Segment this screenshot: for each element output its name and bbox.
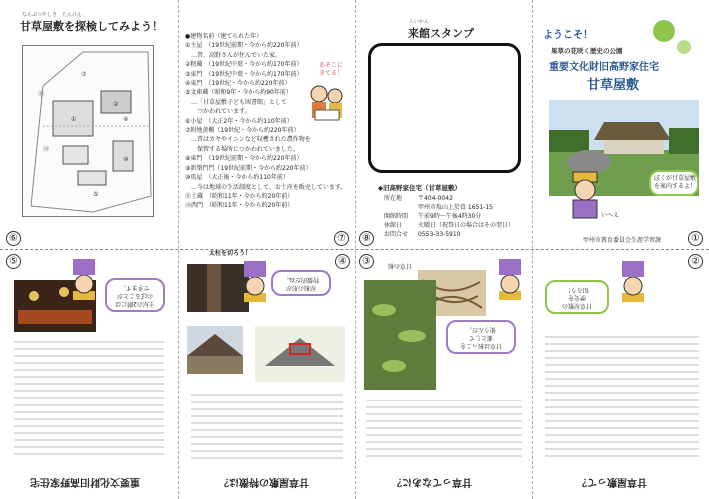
info-row [384, 203, 514, 212]
page-number: ④ [335, 254, 350, 269]
page-number: ⑥ [6, 231, 21, 246]
page-number: ⑦ [334, 231, 349, 246]
character-name: いへえ [601, 212, 620, 219]
bubble: 甘草屋敷の 歴史を 知ろう！ [545, 280, 609, 314]
building-list-item: ⑩馬屋 （大正後・今から約110年前） [185, 174, 289, 182]
bottom-title: 甘草ってなあに？ [392, 476, 472, 487]
site-map [22, 45, 154, 217]
root-label: 甘草の根 [388, 262, 413, 269]
info-value: 火曜日（祝祭日の場合はその翌日） [418, 222, 515, 229]
panel-building-list [179, 0, 355, 249]
building-list-item: …「甘草屋敷子ども図書館」として [185, 98, 288, 106]
info-value: 甲州市塩山上於曽 1651-15 [418, 204, 493, 211]
info-key: お問合せ [384, 231, 409, 238]
panel-map [0, 0, 178, 249]
svg-text:⑤: ⑤ [93, 191, 99, 198]
building-list-item: ②籾蔵 （19世紀中葉・今から約170年前） [185, 61, 303, 69]
panel-bottom-2 [533, 250, 709, 499]
cover-subtitle: 果草の花咲く歴史の公園 [551, 47, 623, 55]
info-row [384, 230, 514, 239]
building-list-item: …今は地域の生活制度として、お土産を販売しています。 [185, 183, 347, 191]
building-list-item: ⑦附地黄棚（19世紀・今から約220年前） [185, 127, 300, 135]
stamp-box [368, 43, 521, 173]
bottom-title: 甘草屋敷って？ [577, 476, 647, 487]
building-list-item: ⑥小屋 （大正2年・今から約110年前） [185, 117, 293, 125]
info-row [384, 212, 514, 221]
green-circle [677, 40, 691, 54]
page-number: ② [688, 254, 703, 269]
building-list-item: つかわれています。 [185, 108, 251, 116]
body-text-lines [545, 336, 699, 462]
building-list-item: ⑤文庫蔵（昭和9年・今から約90年前） [185, 89, 292, 97]
body-text-lines [14, 340, 164, 460]
cover-heading: 重要文化財旧高野家住宅 [549, 62, 659, 73]
bubble: 主屋の2階には のぼることが できます。 [105, 278, 165, 312]
building-list-item: ④東門 （19世紀・今から約220年前） [185, 80, 291, 88]
panel-bottom-5 [0, 250, 178, 499]
roof-diagram [255, 326, 345, 382]
building-list-item: ⑧東門 （19世紀前期・今から約220年前） [185, 155, 303, 163]
publisher: 甲州市教育委員会生涯学習課 [583, 237, 662, 244]
guide-bubble: ぼくが甘草屋敷 を案内するよ！ [649, 170, 699, 196]
svg-text:⑦: ⑦ [81, 71, 87, 78]
page-number: ⑧ [359, 231, 374, 246]
mascot-character [617, 260, 649, 304]
mascot-character [68, 258, 100, 302]
bottom-title: 甘草屋敷の特徴は？ [219, 476, 309, 487]
info-value: 午前9時〜午後4時30分 [418, 213, 482, 220]
info-block [356, 176, 532, 249]
info-value: 0553-33-5910 [418, 231, 461, 238]
svg-text:①: ① [71, 116, 77, 123]
bubble: 甘草は根っこを 薬として 使うんだ。 [446, 320, 516, 354]
svg-text:②: ② [113, 101, 119, 108]
info-row [384, 221, 514, 230]
bottom-title: 重要文化財旧高野家住宅 [30, 476, 140, 487]
panel-cover [533, 0, 709, 249]
building-list-item: …昔はカヤやイニンなど収穫された農作物を [185, 136, 311, 144]
mascot-character [567, 170, 603, 220]
mascot-character [239, 260, 271, 304]
building-list-item: 保管する場所につかわれていました。 [185, 145, 299, 153]
svg-text:⑩: ⑩ [123, 156, 129, 163]
stamp-title: 来館スタンプ [408, 27, 474, 40]
bubble: 屋根の形が 特徴的だね。 [271, 270, 331, 296]
roof-photo [187, 326, 243, 374]
welcome-text: ようこそ！ [543, 30, 593, 41]
info-rows [384, 194, 514, 239]
side-note: あそこに きてる！ [319, 62, 344, 77]
building-list-item: ●建物名前（建てられた年） [185, 33, 263, 40]
info-key: 開館時間 [384, 213, 409, 220]
page-number: ③ [359, 254, 374, 269]
info-value: 〒404-0042 [418, 195, 453, 202]
map-title: 甘草屋敷を探検してみよう！ [20, 20, 163, 33]
building-list-item: ①主屋 （19世紀前期・今から約220年前） [185, 42, 303, 50]
building-list-item: ⑪土蔵 （昭和11年・今から約20年前） [185, 192, 294, 200]
body-text-lines [191, 390, 343, 464]
info-key: 休館日 [384, 222, 403, 229]
pillar-label: 太柱を切ろう！ [209, 250, 252, 257]
building-list-item: …昔、高野さんが住んでいた家。 [185, 51, 282, 59]
building-list-item: ⑫西門 （昭和11年・今から約20年前） [185, 202, 294, 210]
title-ruby: なんぶつやしき たんけん [22, 12, 83, 18]
mascot-character [494, 258, 526, 302]
building-list-item: ③東門 （19世紀中葉・今から約170年前） [185, 70, 303, 78]
site-map-drawing [23, 46, 155, 218]
panel-bottom-4 [179, 250, 355, 499]
info-title: ◆旧高野家住宅（甘草屋敷） [378, 184, 461, 192]
page-number: ① [688, 231, 703, 246]
title-ruby: らいかん [409, 19, 430, 25]
page-number: ⑤ [6, 254, 21, 269]
info-key: 所在地 [384, 195, 403, 202]
building-list-item: ⑨新築門門（19世紀前期・今から約220年前） [185, 164, 312, 172]
green-circle [653, 20, 675, 42]
svg-text:⑫: ⑫ [43, 146, 50, 153]
licorice-plant-photo [364, 280, 436, 390]
panel-bottom-3 [356, 250, 532, 499]
body-text-lines [366, 400, 522, 462]
info-row [384, 194, 514, 203]
kids-illustration [307, 82, 347, 126]
svg-text:⑪: ⑪ [38, 91, 45, 98]
svg-text:④: ④ [123, 116, 129, 123]
cover-main-title: 甘草屋敷 [587, 78, 640, 93]
